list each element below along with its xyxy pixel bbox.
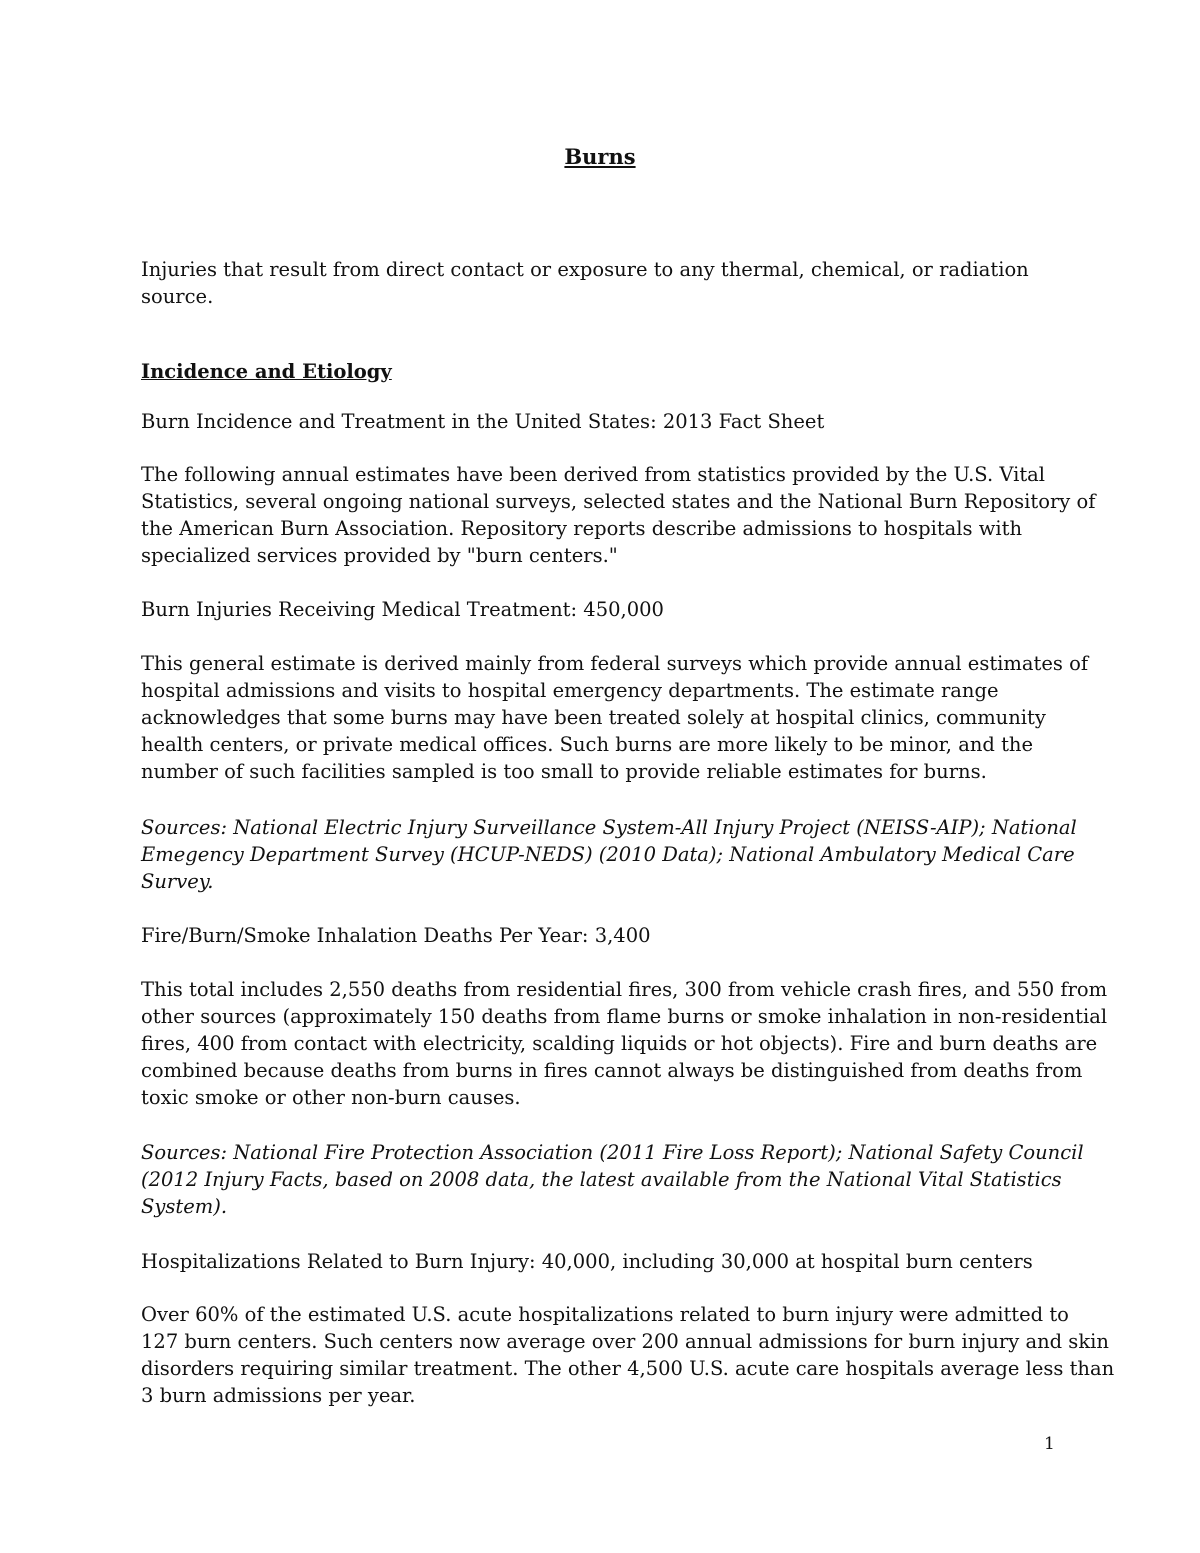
paragraph-line: This general estimate is derived mainly from federal surveys which provide annual estimates of [141,652,1089,675]
citation-line: System). [141,1195,228,1218]
paragraph-line: hospital admissions and visits to hospital emergency departments. The estimate range [141,679,999,702]
paragraph-line: fires, 400 from contact with electricity, scalding liquids or hot objects). Fire and burn deaths are [141,1032,1098,1055]
paragraph-line: This total includes 2,550 deaths from residential fires, 300 from vehicle crash fires, and 550 from [141,978,1108,1001]
hospitalizations-paragraph [141,1301,1115,1409]
citation-line: Sources: National Fire Protection Association (2011 Fire Loss Report); National Safety Council [141,1141,1084,1164]
section-heading: Incidence and Etiology [141,360,392,383]
definition-paragraph: Injuries that result from direct contact or exposure to any thermal, chemical, or radiation source. [141,258,1029,308]
paragraph-line: other sources (approximately 150 deaths from flame burns or smoke inhalation in non-residential [141,1005,1108,1028]
hospitalizations-stat: Hospitalizations Related to Burn Injury: 40,000, including 30,000 at hospital burn centers [141,1250,1033,1273]
deaths-paragraph [141,976,1108,1111]
citation-line: (2012 Injury Facts, based on 2008 data, the latest available from the National Vital Statistics [141,1168,1062,1191]
paragraph-line: toxic smoke or other non-burn causes. [141,1086,521,1109]
paragraph-line: 3 burn admissions per year. [141,1384,416,1407]
paragraph-line: Over 60% of the estimated U.S. acute hospitalizations related to burn injury were admitted to [141,1303,1069,1326]
paragraph-line: 127 burn centers. Such centers now average over 200 annual admissions for burn injury and skin [141,1330,1109,1353]
paragraph-line: specialized services provided by "burn centers." [141,544,618,567]
paragraph-line: acknowledges that some burns may have been treated solely at hospital clinics, community [141,706,1046,729]
paragraph-line: health centers, or private medical offices. Such burns are more likely to be minor, and the [141,733,1034,756]
paragraph-line: The following annual estimates have been derived from statistics provided by the U.S. Vital [141,463,1046,486]
medical-treatment-stat: Burn Injuries Receiving Medical Treatment: 450,000 [141,598,664,621]
citation-line: Sources: National Electric Injury Surveillance System-All Injury Project (NEISS-AIP); National [141,816,1077,839]
page-number: 1 [1044,1434,1055,1454]
paragraph-line: number of such facilities sampled is too small to provide reliable estimates for burns. [141,760,987,783]
sources-citation-2 [141,1139,1084,1220]
paragraph-line: the American Burn Association. Repository reports describe admissions to hospitals with [141,517,1023,540]
citation-line: Survey. [141,870,214,893]
paragraph-line: combined because deaths from burns in fires cannot always be distinguished from deaths from [141,1059,1083,1082]
intro-paragraph [141,461,1096,569]
document-title: Burns [564,144,636,169]
paragraph-line: Statistics, several ongoing national surveys, selected states and the National Burn Repository of [141,490,1096,513]
citation-line: Emegency Department Survey (HCUP-NEDS) (2010 Data); National Ambulatory Medical Care [141,843,1075,866]
medical-treatment-paragraph [141,650,1089,785]
sources-citation-1 [141,814,1077,895]
fact-sheet-title: Burn Incidence and Treatment in the United States: 2013 Fact Sheet [141,410,825,433]
deaths-stat: Fire/Burn/Smoke Inhalation Deaths Per Year: 3,400 [141,924,651,947]
paragraph-line: disorders requiring similar treatment. The other 4,500 U.S. acute care hospitals average less than [141,1357,1115,1380]
